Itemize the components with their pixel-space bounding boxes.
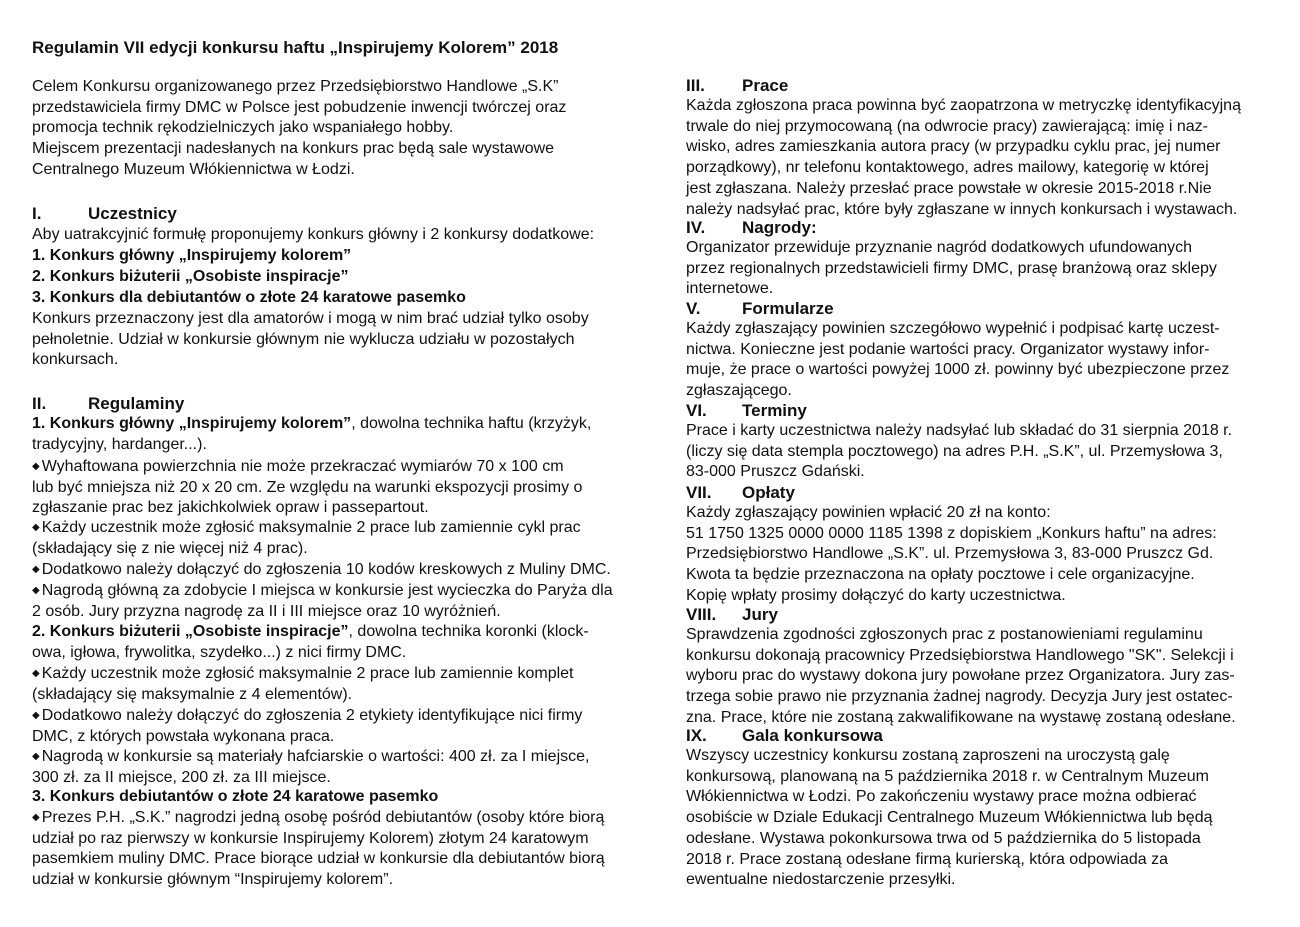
paragraph-text: promocja technik rękodzielniczych jako wspaniałego hobby.	[32, 119, 454, 137]
bullet-text: Każdy uczestnik może zgłosić maksymalnie 2 prace lub zamiennie cykl prac	[41, 519, 581, 536]
rule-bullet	[32, 664, 574, 684]
rule-bullet	[32, 808, 604, 828]
bullet-text: udział w konkursie głównym “Inspirujemy kolorem”.	[32, 871, 394, 889]
bullet-icon: ◆	[32, 461, 40, 472]
paragraph-text: należy nadsyłać prac, które były zgłaszane w innych konkursach i wystawach.	[686, 200, 1238, 218]
section-heading-prace	[686, 76, 788, 96]
rule-bullet	[32, 518, 581, 538]
contest-name: 1. Konkurs główny „Inspirujemy kolorem”	[32, 415, 352, 432]
section-heading-terminy	[686, 401, 807, 421]
bullet-text: zgłaszanie prac bez jakichkolwiek opraw i passepartout.	[32, 499, 429, 517]
paragraph-text: Przedsiębiorstwo Handlowe „S.K”. ul. Przemysłowa 3, 83-000 Pruszcz Gd.	[686, 545, 1214, 563]
paragraph-text: Każda zgłoszona praca powinna być zaopatrzona w metryczkę identyfikacyjną	[686, 97, 1241, 114]
section-text	[686, 870, 955, 890]
section-text	[686, 544, 1213, 564]
contest-name: 2. Konkurs biżuterii „Osobiste inspiracje”	[32, 268, 349, 285]
contest-name: 3. Konkurs dla debiutantów o złote 24 karatowe pasemko	[32, 289, 466, 306]
section-text	[686, 442, 1223, 462]
paragraph-text: konkursu dokonają pracownicy Przedsiębiorstwa Handlowego "SK". Selekcji i	[686, 646, 1234, 664]
section-title: Regulaminy	[88, 394, 185, 413]
bullet-icon: ◆	[32, 585, 40, 596]
paragraph-text: Sprawdzenia zgodności zgłoszonych prac z postanowieniami regulaminu	[686, 626, 1203, 643]
section-heading-formularze	[686, 299, 834, 319]
contest-desc: , dowolna technika haftu (krzyżyk,	[351, 415, 592, 432]
bullet-text: DMC, z których powstała wykonana praca.	[32, 727, 335, 745]
paragraph-text: muje, że prace o wartości powyżej 1000 zł. powinny być ubezpieczone przez	[686, 361, 1230, 379]
paragraph-text: trwale do niej przymocowaną (na odwrocie pracy) zawierającą: imię i naz-	[686, 117, 1208, 135]
bullet-text: 300 zł. za II miejsce, 200 zł. za III miejsce.	[32, 768, 331, 786]
section-title: Formularze	[742, 299, 834, 318]
paragraph-text: konkursową, planowaną na 5 października 2018 r. w Centralnym Muzeum	[686, 767, 1209, 785]
section-text	[686, 96, 1241, 116]
section-text	[686, 524, 1217, 544]
section-text	[686, 687, 1233, 707]
section-text	[686, 787, 1196, 807]
section-number: IV.	[686, 218, 706, 237]
rule-bullet	[32, 870, 393, 890]
paragraph-text: (liczy się data stempla pocztowego) na adres P.H. „S.K”, ul. Przemysłowa 3,	[686, 442, 1223, 460]
section-number: VI.	[686, 401, 707, 420]
bullet-text: Prezes P.H. „S.K.” nagrodzi jedną osobę pośród debiutantów (osoby które biorą	[41, 809, 605, 826]
paragraph-text: nictwa. Konieczne jest podanie wartości pracy. Organizator wystawy infor-	[686, 340, 1210, 358]
intro-paragraph	[32, 139, 554, 159]
contest-desc-line	[32, 435, 207, 455]
paragraph-text: trzega sobie prawo nie przyznania żadnej nagrody. Decyzja Jury jest ostatec-	[686, 688, 1233, 706]
section-text	[686, 179, 1212, 199]
paragraph-text: Włókiennictwa w Łodzi. Po zakończeniu wystawy prace można odbierać	[686, 788, 1197, 806]
contest-desc: , dowolna technika koronki (klock-	[348, 623, 589, 640]
intro-paragraph	[32, 160, 355, 180]
intro-paragraph	[32, 118, 453, 138]
section-title: Prace	[742, 76, 789, 95]
paragraph-text: przedstawiciela firmy DMC w Polsce jest pobudzenie inwencji twórczej oraz	[32, 98, 567, 116]
rule-bullet	[32, 498, 429, 518]
section-title: Gala konkursowa	[742, 726, 883, 745]
section-text	[686, 137, 1220, 157]
paragraph-text: 2018 r. Prace zostaną odesłane firmą kurierską, która odpowiada za	[686, 850, 1169, 868]
contest-name: 3. Konkurs debiutantów o złote 24 karatowe pasemko	[32, 788, 439, 805]
bullet-text: (składający się maksymalnie z 4 elementów).	[32, 685, 353, 703]
section-text	[686, 381, 792, 401]
paragraph-text: wyboru prac do wystawy dokona jury powołane przez Organizatora. Jury zas-	[686, 667, 1235, 685]
section-text	[32, 350, 118, 370]
paragraph-text: jest zgłaszana. Należy przesłać prace powstałe w okresie 2015-2018 r.Nie	[686, 179, 1212, 197]
contest-heading	[32, 787, 438, 807]
bullet-text: Dodatkowo należy dołączyć do zgłoszenia 10 kodów kreskowych z Muliny DMC.	[41, 561, 611, 578]
bullet-icon: ◆	[32, 668, 40, 679]
section-text	[686, 625, 1203, 645]
section-title: Opłaty	[742, 483, 795, 502]
paragraph-text: 83-000 Pruszcz Gdański.	[686, 463, 865, 481]
section-text	[686, 259, 1217, 279]
bullet-text: Wyhaftowana powierzchnia nie może przekraczać wymiarów 70 x 100 cm	[41, 458, 564, 475]
section-text	[686, 238, 1192, 258]
section-number: VII.	[686, 483, 712, 502]
paragraph-text: konkursach.	[32, 351, 119, 369]
rule-bullet	[32, 768, 331, 788]
paragraph-text: wisko, adres zamieszkania autora pracy (w przypadku cyklu prac, jej numer	[686, 138, 1221, 156]
contest-desc: tradycyjny, hardanger...).	[32, 436, 207, 453]
bullet-text: Nagrodą w konkursie są materiały hafciarskie o wartości: 400 zł. za I miejsce,	[41, 748, 590, 765]
section-text	[32, 225, 594, 245]
paragraph-text: Każdy zgłaszający powinien szczegółowo wypełnić i podpisać kartę uczest-	[686, 320, 1220, 337]
contest-list-item	[32, 288, 466, 308]
bullet-text: Nagrodą główną za zdobycie I miejsca w konkursie jest wycieczka do Paryża dla	[41, 582, 613, 599]
section-text	[686, 586, 1066, 606]
paragraph-text: Każdy zgłaszający powinien wpłacić 20 zł na konto:	[686, 504, 1051, 521]
bullet-text: udział po raz pierwszy w konkursie Inspirujemy Kolorem) złotym 24 karatowym	[32, 829, 589, 847]
section-number: I.	[32, 204, 42, 223]
paragraph-text: 51 1750 1325 0000 0000 1185 1398 z dopiskiem „Konkurs haftu” na adres:	[686, 524, 1217, 542]
section-title: Terminy	[742, 401, 807, 420]
rule-bullet	[32, 478, 582, 498]
section-number: V.	[686, 299, 701, 318]
paragraph-text: Aby uatrakcyjnić formułę proponujemy konkurs główny i 2 konkursy dodatkowe:	[32, 226, 595, 243]
paragraph-text: Kopię wpłaty prosimy dołączyć do karty uczestnictwa.	[686, 586, 1066, 604]
paragraph-text: zna. Prace, które nie zostaną zakwalifikowane na wystawę zostaną odesłane.	[686, 708, 1236, 726]
contest-heading	[32, 414, 591, 434]
section-text	[32, 309, 589, 329]
bullet-text: Każdy uczestnik może zgłosić maksymalnie 2 prace lub zamiennie komplet	[41, 665, 574, 682]
section-heading-oplaty	[686, 483, 795, 503]
paragraph-text: Centralnego Muzeum Włókiennictwa w Łodzi.	[32, 160, 355, 178]
intro-paragraph	[32, 77, 558, 97]
rule-bullet	[32, 829, 589, 849]
section-text	[686, 360, 1229, 380]
paragraph-text: Celem Konkursu organizowanego przez Przedsiębiorstwo Handlowe „S.K”	[32, 78, 559, 95]
paragraph-text: przez regionalnych przedstawicieli firmy DMC, prasę branżową oraz sklepy	[686, 259, 1217, 277]
bullet-icon: ◆	[32, 710, 40, 721]
paragraph-text: Prace i karty uczestnictwa należy nadsyłać lub składać do 31 sierpnia 2018 r.	[686, 422, 1233, 439]
rule-bullet	[32, 706, 582, 726]
contest-heading	[32, 622, 589, 642]
rule-bullet	[32, 849, 605, 869]
section-text	[686, 850, 1168, 870]
paragraph-text: Kwota ta będzie przeznaczona na opłaty pocztowe i cele organizacyjne.	[686, 566, 1195, 584]
section-number: IX.	[686, 726, 707, 745]
bullet-icon: ◆	[32, 812, 40, 823]
section-text	[686, 808, 1212, 828]
section-text	[686, 708, 1236, 728]
bullet-text: (składający się z nie więcej niż 4 prac).	[32, 539, 308, 557]
rule-bullet	[32, 747, 589, 767]
paragraph-text: osobiście w Dziale Edukacji Centralnego Muzeum Włókiennictwa lub będą	[686, 809, 1213, 827]
section-text	[32, 330, 574, 350]
contest-list-item	[32, 246, 351, 266]
rule-bullet	[32, 560, 611, 580]
bullet-text: lub być mniejsza niż 20 x 20 cm. Ze względu na warunki ekspozycji prosimy o	[32, 478, 583, 496]
bullet-icon: ◆	[32, 751, 40, 762]
section-text	[686, 200, 1237, 220]
paragraph-text: Miejscem prezentacji nadesłanych na konkurs prac będą sale wystawowe	[32, 140, 555, 158]
paragraph-text: pełnoletnie. Udział w konkursie głównym nie wyklucza udziału w pozostałych	[32, 330, 575, 348]
section-text	[686, 421, 1232, 441]
contest-name: 2. Konkurs biżuterii „Osobiste inspiracje”	[32, 623, 349, 640]
section-title: Nagrody:	[742, 218, 817, 237]
section-text	[686, 666, 1235, 686]
section-text	[686, 158, 1209, 178]
rule-bullet	[32, 727, 334, 747]
section-number: II.	[32, 394, 47, 413]
paragraph-text: porządkowy), nr telefonu kontaktowego, adres mailowy, kategorię w której	[686, 159, 1209, 177]
section-heading-jury	[686, 605, 778, 625]
section-text	[686, 117, 1208, 137]
contest-name: 1. Konkurs główny „Inspirujemy kolorem”	[32, 247, 352, 264]
section-number: VIII.	[686, 605, 717, 624]
rule-bullet	[32, 457, 564, 477]
contest-desc-line	[32, 643, 406, 663]
rule-bullet	[32, 581, 613, 601]
contest-list-item	[32, 267, 349, 287]
section-title: Uczestnicy	[88, 204, 177, 223]
section-title: Jury	[742, 605, 778, 624]
rule-bullet	[32, 685, 352, 705]
section-text	[686, 565, 1195, 585]
paragraph-text: Organizator przewiduje przyznanie nagród dodatkowych ufundowanych	[686, 239, 1193, 256]
rule-bullet	[32, 602, 501, 622]
section-text	[686, 319, 1220, 339]
intro-paragraph	[32, 98, 566, 118]
section-text	[686, 829, 1201, 849]
paragraph-text: zgłaszającego.	[686, 382, 792, 400]
section-text	[686, 646, 1234, 666]
document-title: Regulamin VII edycji konkursu haftu „Inspirujemy Kolorem” 2018	[32, 38, 559, 57]
bullet-icon: ◆	[32, 564, 40, 575]
section-text	[686, 767, 1209, 787]
paragraph-text: ewentualne niedostarczenie przesyłki.	[686, 871, 956, 889]
bullet-icon: ◆	[32, 522, 40, 533]
rule-bullet	[32, 539, 308, 559]
section-text	[686, 340, 1209, 360]
section-text	[686, 503, 1051, 523]
section-heading-uczestnicy	[32, 204, 177, 224]
bullet-text: Dodatkowo należy dołączyć do zgłoszenia 2 etykiety identyfikujące nici firmy	[41, 707, 583, 724]
bullet-text: pasemkiem muliny DMC. Prace biorące udział w konkursie dla debiutantów biorą	[32, 850, 605, 868]
section-number: III.	[686, 76, 705, 95]
bullet-text: 2 osób. Jury przyzna nagrodę za II i III miejsce oraz 10 wyróżnień.	[32, 602, 501, 620]
contest-desc: owa, igłowa, frywolitka, szydełko...) z nici firmy DMC.	[32, 644, 407, 661]
section-heading-gala	[686, 726, 883, 746]
section-text	[686, 279, 773, 299]
paragraph-text: internetowe.	[686, 280, 774, 298]
section-text	[686, 462, 865, 482]
section-text	[686, 746, 1170, 766]
paragraph-text: Wszyscy uczestnicy konkursu zostaną zaproszeni na uroczystą galę	[686, 747, 1170, 764]
section-heading-nagrody	[686, 218, 817, 238]
paragraph-text: Konkurs przeznaczony jest dla amatorów i mogą w nim brać udział tylko osoby	[32, 310, 589, 327]
section-heading-regulaminy	[32, 394, 184, 414]
paragraph-text: odesłane. Wystawa pokonkursowa trwa od 5 października do 5 listopada	[686, 829, 1201, 847]
